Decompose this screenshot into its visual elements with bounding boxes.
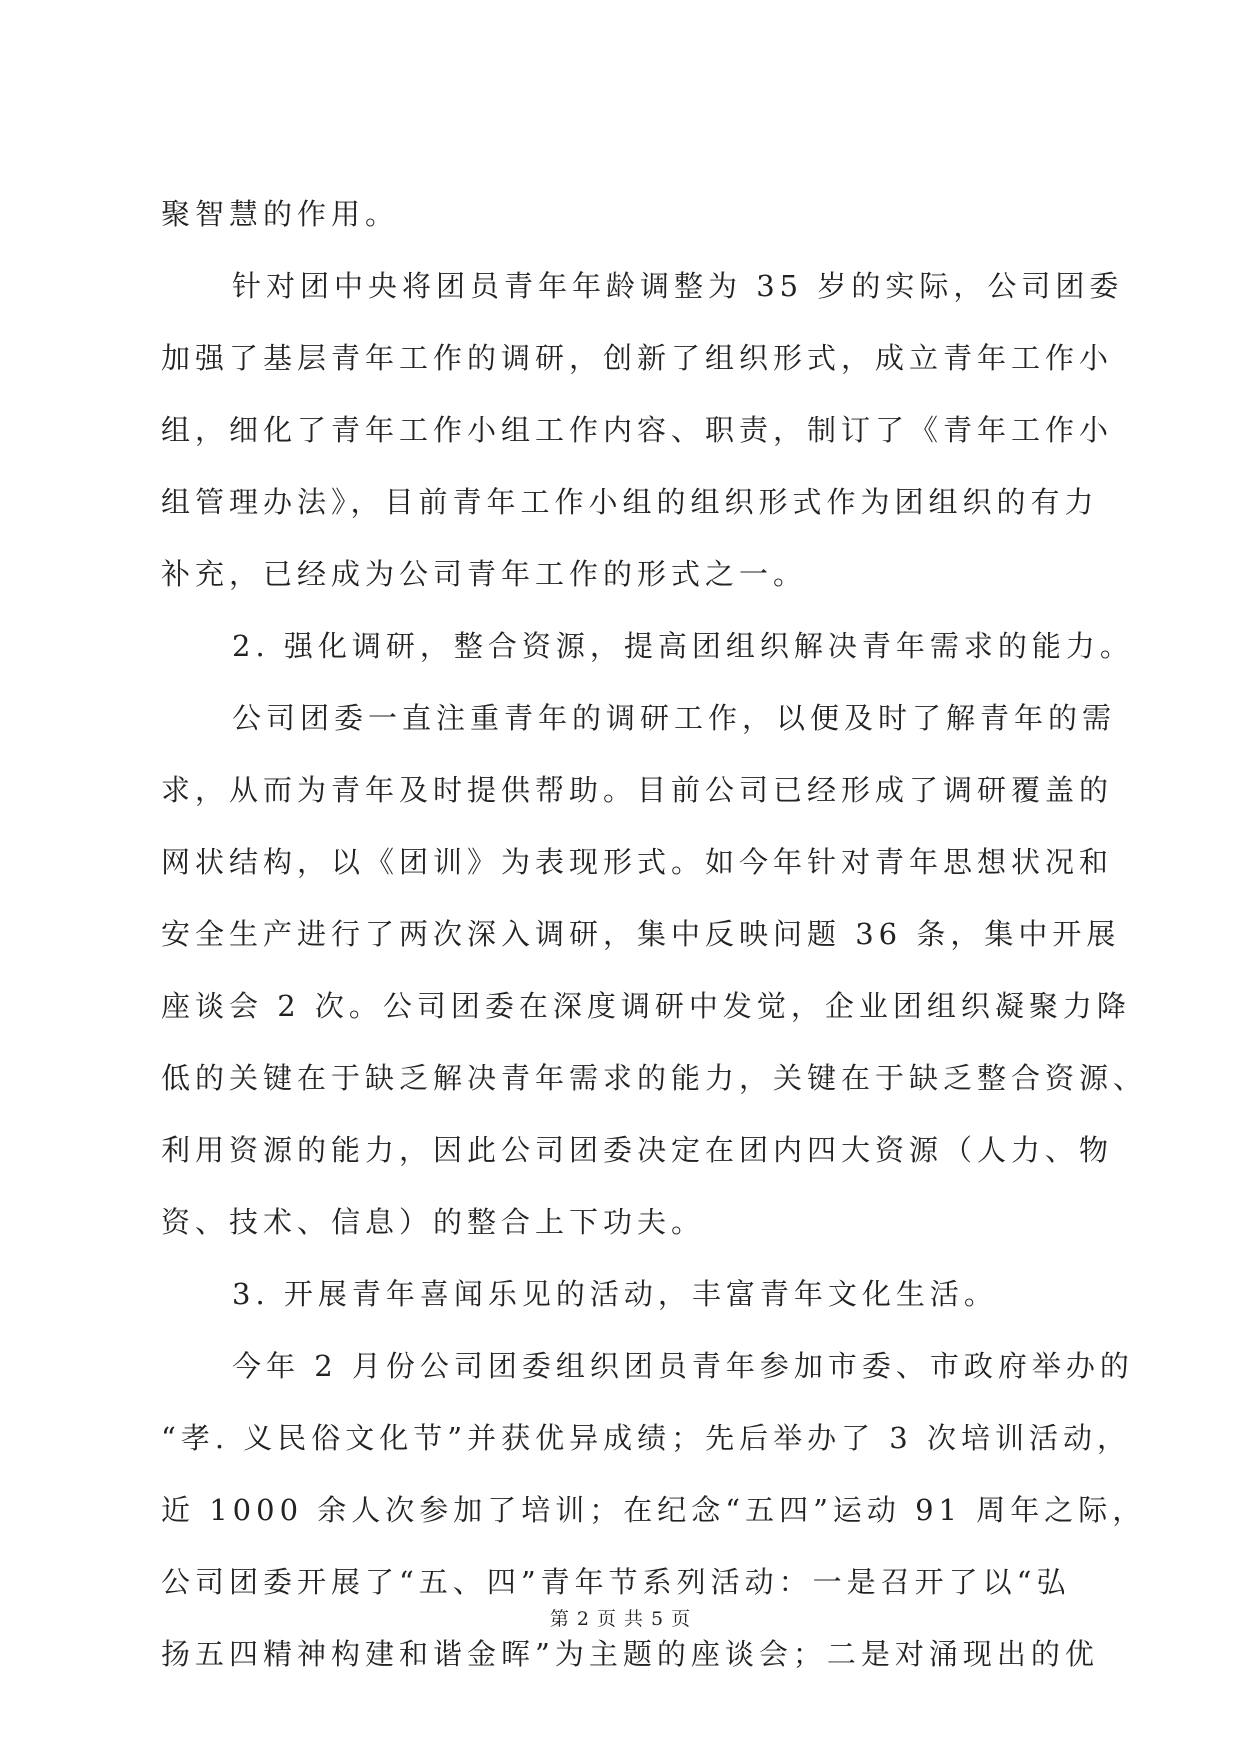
text-line: 公司团委开展了“五、四”青年节系列活动：一是召开了以“弘: [161, 1565, 1071, 1599]
text-line: 组管理办法》，目前青年工作小组的组织形式作为团组织的有力: [161, 485, 1099, 519]
text-line: 资、技术、信息）的整合上下功夫。: [161, 1205, 706, 1239]
text-line: 补充，已经成为公司青年工作的形式之一。: [161, 557, 808, 591]
text-line: 加强了基层青年工作的调研，创新了组织形式，成立青年工作小: [161, 341, 1114, 375]
text-line: 求，从而为青年及时提供帮助。目前公司已经形成了调研覆盖的: [161, 773, 1114, 807]
text-line: 近 1000 余人次参加了培训；在纪念“五四”运动 91 周年之际，: [161, 1493, 1147, 1527]
text-line: 座谈会 2 次。公司团委在深度调研中发觉，企业团组织凝聚力降: [161, 989, 1131, 1023]
section-heading: 2. 强化调研，整合资源，提高团组织解决青年需求的能力。: [232, 629, 1134, 663]
text-line: 利用资源的能力，因此公司团委决定在团内四大资源（人力、物: [161, 1133, 1114, 1167]
text-line: 网状结构，以《团训》为表现形式。如今年针对青年思想状况和: [161, 845, 1114, 879]
text-line: 低的关键在于缺乏解决青年需求的能力，关键在于缺乏整合资源、: [161, 1061, 1148, 1095]
text-line: 针对团中央将团员青年年龄调整为 35 岁的实际，公司团委: [232, 269, 1124, 303]
page-number-footer: 第 2 页 共 5 页: [549, 1608, 692, 1630]
text-line: 公司团委一直注重青年的调研工作，以便及时了解青年的需: [232, 701, 1117, 735]
section-heading: 3. 开展青年喜闻乐见的活动，丰富青年文化生活。: [232, 1277, 998, 1311]
text-line: 安全生产进行了两次深入调研，集中反映问题 36 条，集中开展: [161, 917, 1121, 951]
text-line: 扬五四精神构建和谐金晖”为主题的座谈会；二是对涌现出的优: [161, 1637, 1099, 1671]
text-line: 聚智慧的作用。: [161, 197, 400, 231]
text-line: 今年 2 月份公司团委组织团员青年参加市委、市政府举办的: [232, 1349, 1134, 1383]
text-line: 组，细化了青年工作小组工作内容、职责，制订了《青年工作小: [161, 413, 1114, 447]
text-line: “孝. 义民俗文化节”并获优异成绩；先后举办了 3 次培训活动，: [161, 1421, 1131, 1455]
